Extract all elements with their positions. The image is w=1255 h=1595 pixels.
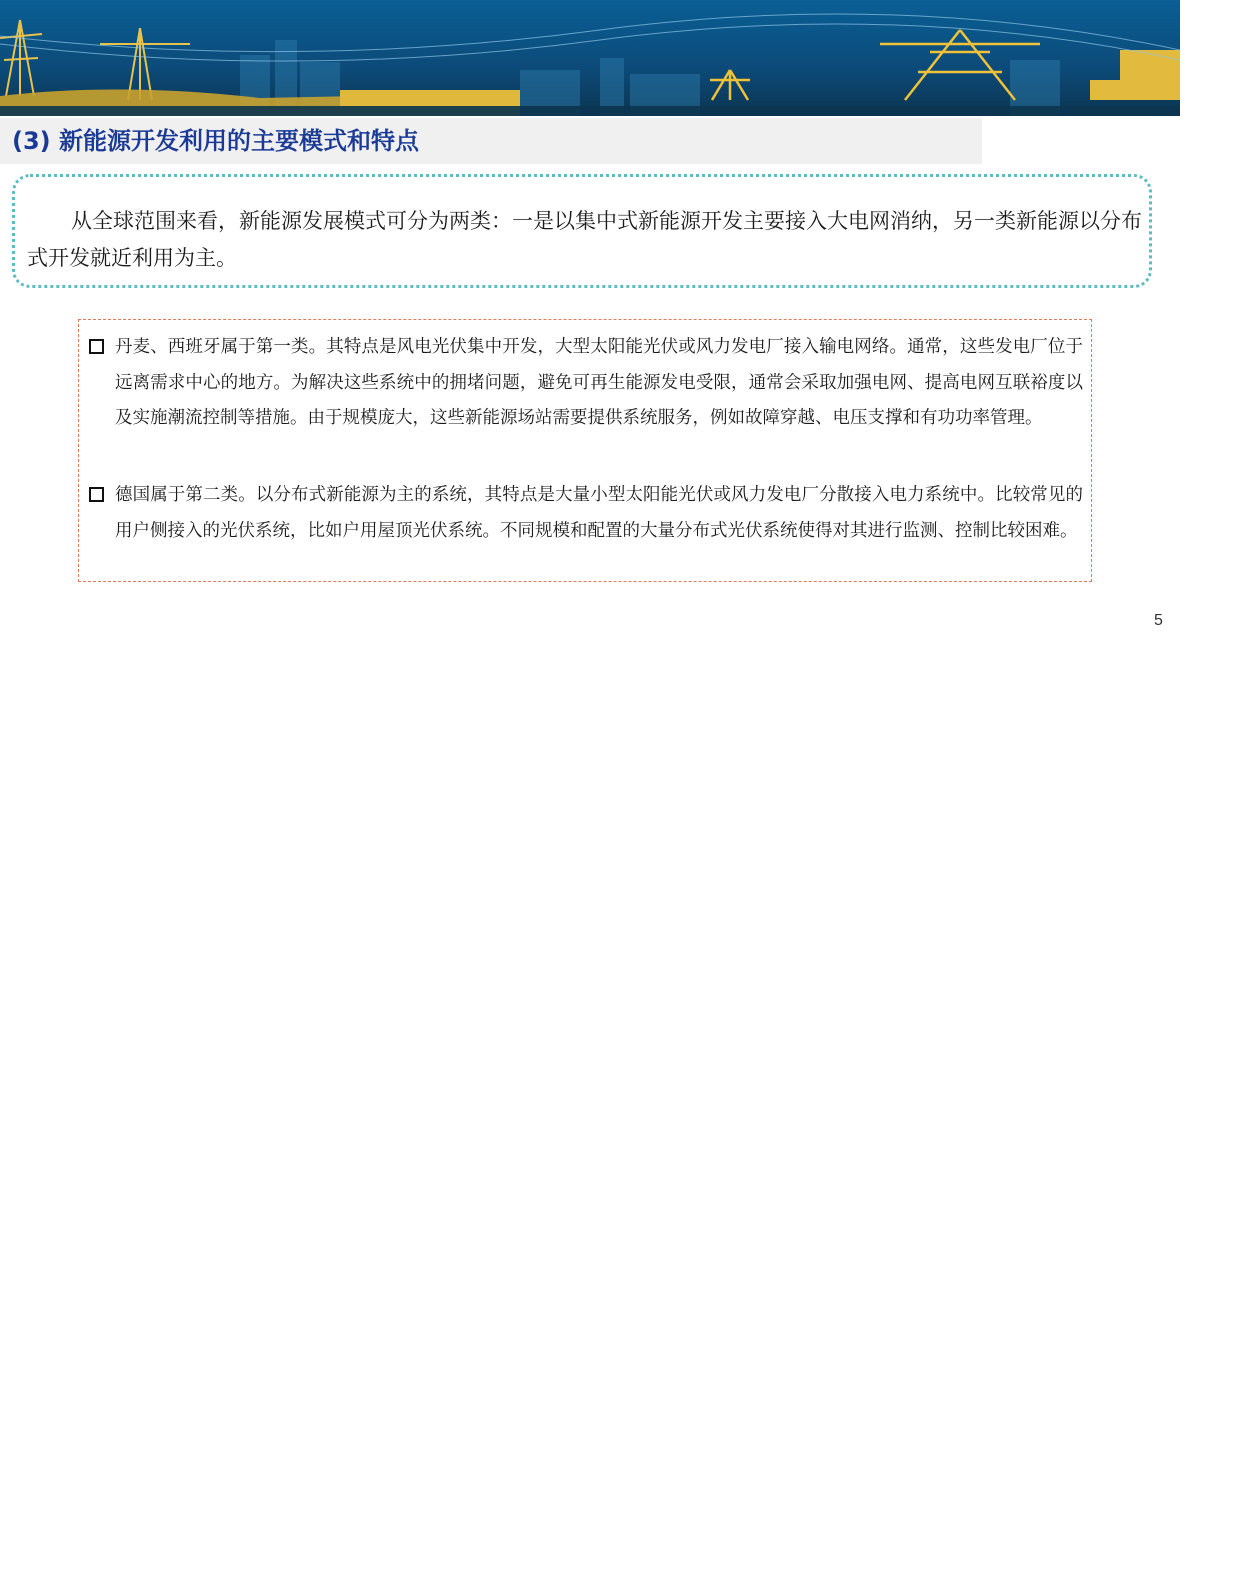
details-box <box>78 319 1092 582</box>
header-banner <box>0 0 1180 116</box>
bullet-item-first-type <box>89 330 1083 437</box>
intro-paragraph: 从全球范围来看，新能源发展模式可分为两类：一是以集中式新能源开发主要接入大电网消纳，另一类新能源以分布式开发就近利用为主。 <box>27 209 1142 270</box>
section-title-bar <box>0 118 982 164</box>
section-title: (3) 新能源开发利用的主要模式和特点 <box>12 127 419 155</box>
page-number: 5 <box>1154 612 1163 629</box>
bullet-item-second-type <box>89 478 1083 549</box>
bullet-text: 德国属于第二类。以分布式新能源为主的系统，其特点是大量小型太阳能光伏或风力发电厂分散接入电力系统中。比较常见的用户侧接入的光伏系统，比如户用屋顶光伏系统。不同规模和配置的大量分布式光伏系统使得对其进行监测、控制比较困难。 <box>115 485 1083 541</box>
power-grid-banner-illustration <box>0 0 1180 116</box>
hollow-square-bullet-icon <box>89 339 104 354</box>
bullet-text: 丹麦、西班牙属于第一类。其特点是风电光伏集中开发，大型太阳能光伏或风力发电厂接入输电网络。通常，这些发电厂位于远离需求中心的地方。为解决这些系统中的拥堵问题，避免可再生能源发电受限，通常会采取加强电网、提高电网互联裕度以及实施潮流控制等措施。由于规模庞大，这些新能源场站需要提供系统服务，例如故障穿越、电压支撑和有功功率管理。 <box>115 337 1083 428</box>
hollow-square-bullet-icon <box>89 487 104 502</box>
intro-callout-box <box>12 174 1152 288</box>
